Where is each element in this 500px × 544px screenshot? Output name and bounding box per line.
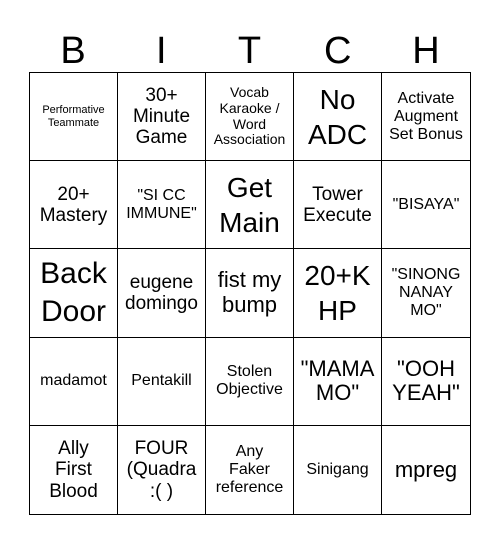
bingo-cell-text: "BISAYA" xyxy=(392,195,460,213)
bingo-cell-text: Tower Execute xyxy=(303,183,372,226)
bingo-cell[interactable] xyxy=(382,73,470,161)
bingo-cell-text: Performative Teammate xyxy=(42,104,105,129)
bingo-cell[interactable] xyxy=(118,338,206,426)
header-letter-i: I xyxy=(156,30,167,72)
bingo-cell[interactable] xyxy=(206,338,294,426)
bingo-cell[interactable] xyxy=(118,73,206,161)
bingo-cell[interactable] xyxy=(294,161,382,249)
bingo-cell-text: mpreg xyxy=(394,456,458,482)
bingo-cell[interactable] xyxy=(206,426,294,514)
bingo-cell-text: Sinigang xyxy=(306,460,369,478)
bingo-cell-text: 20+K HP xyxy=(304,259,371,326)
bingo-cell[interactable] xyxy=(30,426,118,514)
bingo-cell[interactable] xyxy=(30,73,118,161)
bingo-cell-text: 30+ Minute Game xyxy=(132,84,191,149)
bingo-cell[interactable] xyxy=(206,249,294,337)
bingo-cell-text: Pentakill xyxy=(131,372,192,390)
bingo-cell[interactable] xyxy=(30,161,118,249)
bingo-cell-text: Vocab Karaoke / Word Association xyxy=(213,84,286,148)
bingo-cell[interactable] xyxy=(294,249,382,337)
bingo-cell[interactable] xyxy=(294,426,382,514)
header-letter-t: T xyxy=(237,30,262,72)
bingo-cell-text: fist my bump xyxy=(217,267,282,317)
bingo-board xyxy=(29,72,471,515)
bingo-cell-text: No ADC xyxy=(307,83,368,150)
bingo-cell-text: Get Main xyxy=(219,171,280,238)
bingo-cell[interactable] xyxy=(118,249,206,337)
header-letter-c: C xyxy=(323,30,352,72)
bingo-cell[interactable] xyxy=(382,249,470,337)
bingo-header xyxy=(29,28,470,74)
bingo-cell-text: Ally First Blood xyxy=(49,437,98,502)
bingo-cell-text: 20+ Mastery xyxy=(39,183,108,226)
bingo-cell[interactable] xyxy=(206,161,294,249)
bingo-cell-text: Activate Augment Set Bonus xyxy=(389,89,463,143)
bingo-cell[interactable] xyxy=(294,338,382,426)
bingo-cell[interactable] xyxy=(206,73,294,161)
bingo-cell-text: "MAMA MO" xyxy=(300,355,375,406)
bingo-cell[interactable] xyxy=(294,73,382,161)
bingo-cell-text: FOUR (Quadra :( ) xyxy=(126,437,197,502)
bingo-cell[interactable] xyxy=(118,161,206,249)
header-letter-h: H xyxy=(412,30,440,72)
bingo-cell[interactable] xyxy=(382,338,470,426)
bingo-cell[interactable] xyxy=(382,161,470,249)
bingo-cell-text: Any Faker reference xyxy=(215,443,284,496)
bingo-cell-text: madamot xyxy=(40,372,107,390)
bingo-cell-text: "SINONG NANAY MO" xyxy=(391,266,461,319)
bingo-cell-text: "OOH YEAH" xyxy=(392,355,460,406)
bingo-cell-text: "SI CC IMMUNE" xyxy=(126,186,197,222)
bingo-cell[interactable] xyxy=(30,338,118,426)
bingo-cell-text: Stolen Objective xyxy=(216,363,283,399)
header-letter-b: B xyxy=(60,30,86,72)
bingo-cell[interactable] xyxy=(118,426,206,514)
bingo-cell-text: eugene domingo xyxy=(125,271,198,314)
bingo-cell[interactable] xyxy=(30,249,118,337)
bingo-cell[interactable] xyxy=(382,426,470,514)
bingo-cell-text: Back Door xyxy=(40,256,107,328)
